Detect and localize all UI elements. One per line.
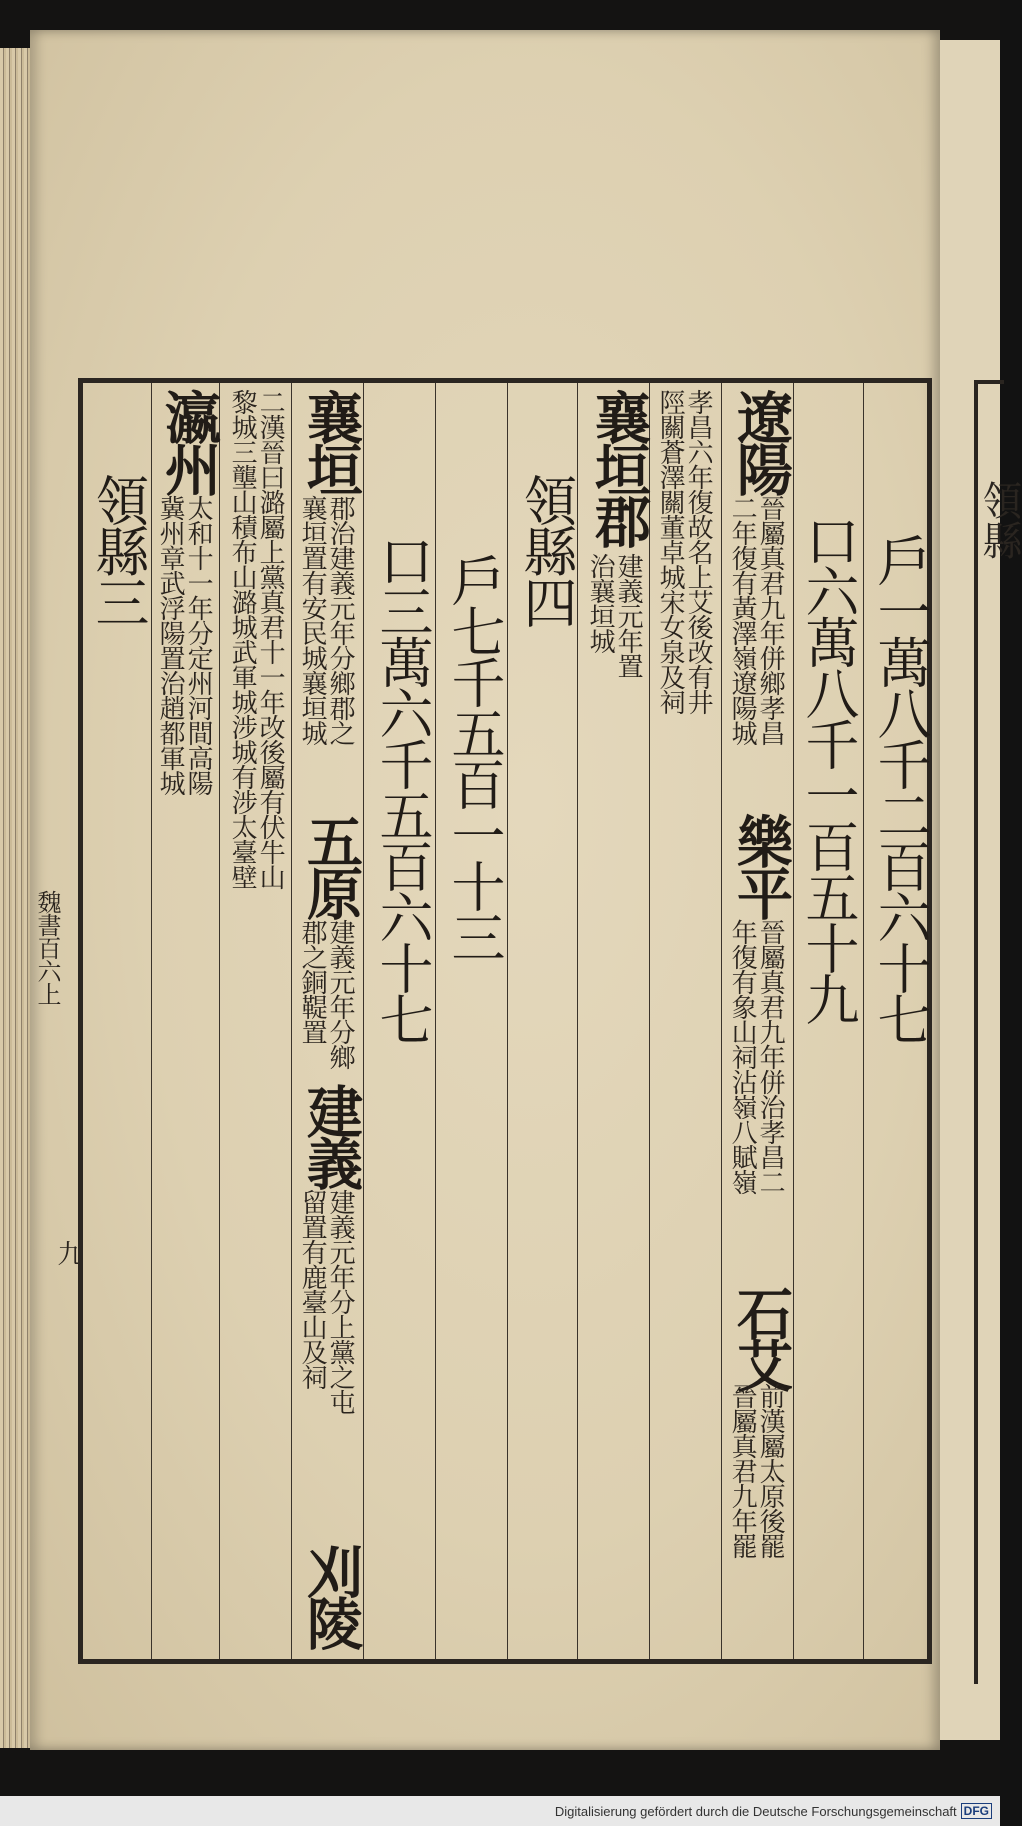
- book-page: [30, 30, 940, 1750]
- county-note: 建義元年分鄉: [325, 919, 356, 1069]
- county-note: 晉屬真君九年併治孝昌二: [755, 919, 786, 1194]
- county-note: 孝昌六年復故名上艾後改有井: [683, 389, 714, 714]
- commandery-note: 建義元年置: [613, 553, 644, 678]
- province-note: 冀州章武浮陽置治趙都軍城: [155, 495, 186, 795]
- county-note: 襄垣置有安民城襄垣城: [297, 495, 328, 745]
- county-name: 五原: [298, 813, 364, 917]
- column-rule: [363, 383, 364, 1659]
- column-rule: [793, 383, 794, 1659]
- county-note: 二漢晉曰潞屬上黨真君十一年改後屬有伏牛山: [255, 389, 286, 889]
- sponsor-text: Digitalisierung gefördert durch die Deutsche Forschungsgemeinschaft: [554, 1803, 957, 1819]
- column-rule: [649, 383, 650, 1659]
- dfg-logo: DFG: [961, 1803, 992, 1819]
- county-note: 晉屬真君九年罷: [727, 1383, 758, 1558]
- column-rule: [291, 383, 292, 1659]
- column-rule: [721, 383, 722, 1659]
- county-name: 石艾: [728, 1285, 794, 1389]
- column-rule: [151, 383, 152, 1659]
- province-note: 太和十一年分定州河間高陽: [183, 495, 214, 795]
- county-name: 襄垣: [298, 389, 364, 493]
- commandery-name: 襄垣郡: [586, 389, 652, 545]
- county-note: 建義元年分上黨之屯: [325, 1189, 356, 1414]
- right-page-frame: [974, 380, 1004, 1684]
- population-count: 口三萬六千五百六十七: [371, 533, 434, 1043]
- gutter-title: 魏書百六上: [33, 890, 61, 1005]
- county-count: 領縣三: [87, 473, 150, 626]
- column-rule: [435, 383, 436, 1659]
- column-rule: [219, 383, 220, 1659]
- commandery-note: 治襄垣城: [585, 553, 616, 653]
- column-rule: [507, 383, 508, 1659]
- county-note: 年復有象山祠沾嶺八賦嶺: [727, 919, 758, 1194]
- sponsor-banner: [0, 1796, 1000, 1826]
- gutter-folio: 九: [53, 1240, 83, 1266]
- right-page-edge: [938, 40, 1022, 1740]
- county-note: 郡治建義元年分鄉郡之: [325, 495, 356, 745]
- household-count: 戶七千五百一十三: [443, 553, 506, 961]
- county-note: 陘關蒼澤關董卓城宋女泉及祠: [655, 389, 686, 714]
- right-page-fragment: 領縣: [976, 480, 1022, 560]
- text-frame: [78, 378, 932, 1664]
- county-note: 晉屬真君九年併鄉孝昌: [755, 495, 786, 745]
- household-count: 戶一萬八千二百六十七: [869, 533, 932, 1043]
- column-rule: [863, 383, 864, 1659]
- province-name: 瀛州: [156, 389, 222, 493]
- county-name: 刈陵: [298, 1543, 364, 1647]
- population-count: 口六萬八千一百五十九: [797, 513, 860, 1023]
- county-note: 前漢屬太原後罷: [755, 1383, 786, 1558]
- county-count: 領縣四: [515, 473, 578, 626]
- county-name: 樂平: [728, 813, 794, 917]
- county-name: 遼陽: [728, 389, 794, 493]
- county-note: 二年復有黃澤嶺遼陽城: [727, 495, 758, 745]
- county-note: 郡之銅鞮置: [297, 919, 328, 1044]
- county-note: 黎城三壟山積布山潞城武軍城涉城有涉太臺壁: [227, 389, 258, 889]
- county-name: 建義: [298, 1083, 364, 1187]
- county-note: 留置有鹿臺山及祠: [297, 1189, 328, 1389]
